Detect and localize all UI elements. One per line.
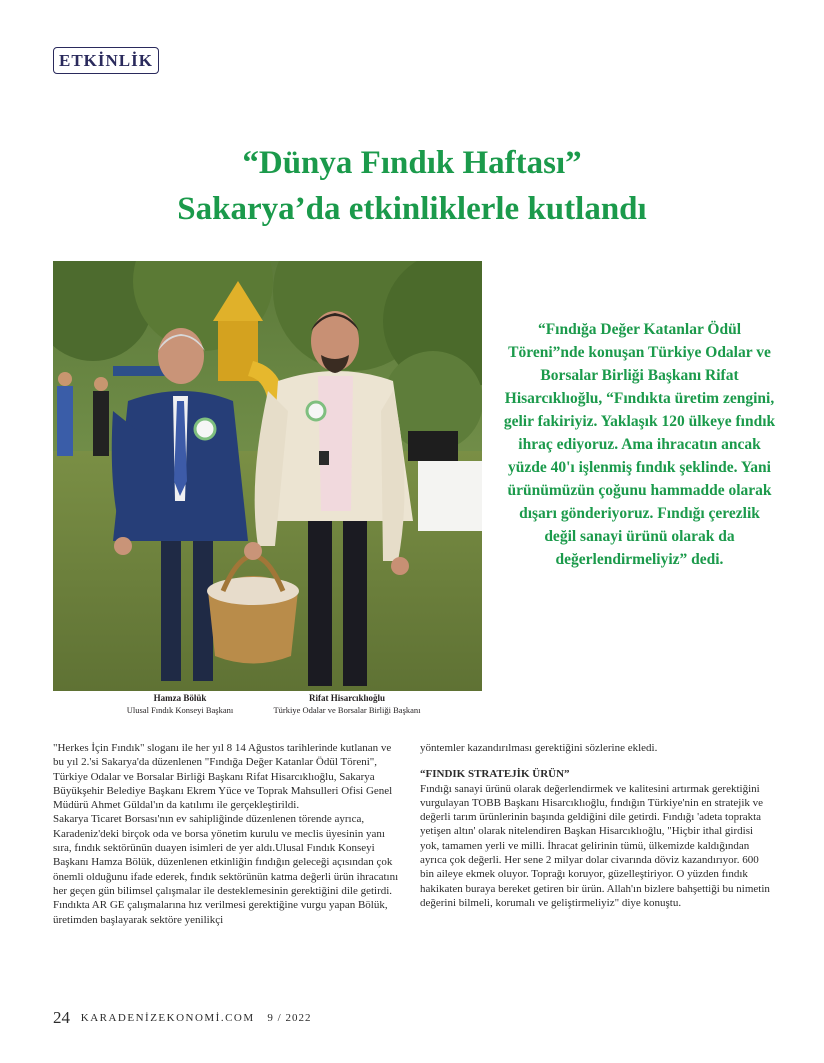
caption-right bbox=[262, 692, 432, 716]
pull-quote: “Fındığa Değer Katanlar Ödül Töreni”nde konuşan Türkiye Odalar ve Borsalar Birliği Başkanı Rifat Hisarcıklıoğlu, “Fındıkta üretim zengini, gelir fakiriyiz. Yaklaşık 120 ülkeye fındık ihraç ediyoruz. Ama ihracatın ancak yüzde 40'ı işlenmiş fındık şeklinde. Yani ürünümüzün çoğunu hammadde olarak dışarı gönderiyoruz. Fındığı çerezlik değil sanayi ürünü olarak da değerlendirmeliyiz” dedi. bbox=[503, 321, 776, 568]
body-column-left bbox=[53, 741, 401, 927]
caption-name: Rifat Hisarcıklıoğlu bbox=[308, 693, 386, 703]
caption-role: Türkiye Odalar ve Borsalar Birliği Başkanı bbox=[273, 705, 421, 715]
page-number: 24 bbox=[53, 1008, 70, 1027]
title-line-2: Sakarya’da etkinliklerle kutlandı bbox=[177, 191, 647, 227]
caption-name: Hamza Bölük bbox=[153, 693, 207, 703]
photo-illustration bbox=[53, 261, 482, 691]
caption-role: Ulusal Fındık Konseyi Başkanı bbox=[126, 705, 234, 715]
article-title bbox=[0, 140, 824, 232]
body-paragraph: Fındığı sanayi ürünü olarak değerlendirmek ve kalitesini artırmak gerektiğini vurgulayan TOBB Başkanı Hisarcıklıoğlu, fındığın Türkiye'nin en stratejik ve değerli tarım ürünlerinin başında geldiğini dile getirdi. Fındığı 'adeta toprakta yetişen altın' olarak nitelendiren Başkan Hisarcıklıoğlu, "Hiçbir ithal girdisi yok, tamamen yerli ve milli. İhracat gelirinin tümü, ülkemizde kaldığından ayrıca çok değerli. Her sene 2 milyar dolar civarında döviz kazandırıyor. 600 bin aileye ekmek oluyor. Toprağı koruyor, güzelleştiriyor. O yüzden fındık hakikaten buraya bereket getiren bir ürün. Allah'ın bizlere bahşettiği bu nimetin değerini bilmeli, korumalı ve geliştirmeliyiz" diye konuştu. bbox=[420, 782, 770, 909]
page-footer bbox=[53, 1008, 311, 1028]
body-paragraph: yöntemler kazandırılması gerektiğini sözlerine ekledi. bbox=[420, 742, 658, 754]
event-photo bbox=[53, 261, 482, 691]
title-line-1: “Dünya Fındık Haftası” bbox=[242, 145, 582, 181]
issue-number: 9 / 2022 bbox=[267, 1012, 312, 1024]
body-paragraph: Sakarya Ticaret Borsası'nın ev sahipliğinde düzenlenen törende ayrıca, Karadeniz'deki birçok oda ve borsa yönetim kurulu ve meclis üyesinin yanı sıra, fındık sektörünün duayen isimleri de yer aldı.Ulusal Fındık Konseyi Başkanı Hamza Bölük, düzenlenen etkinliğin fındığın geleceği açısından çok önemli olduğunu ifade ederek, fındık sektörünün katma değerli ürün ihracatını her geçen gün bilimsel çalışmalar ile desteklemesinin gerektiğini dile getirdi. Fındıkta AR GE çalışmalarına hız verilmesi gerektiğine vurgu yapan Bölük, üretimden başlayarak sektöre yenilikçi bbox=[53, 813, 399, 926]
body-paragraph: "Herkes İçin Fındık" sloganı ile her yıl 8 14 Ağustos tarihlerinde kutlanan ve bu yıl 2.'si Sakarya'da düzenlenen "Fındığa Değer Katanlar Ödül Töreni", Türkiye Odalar ve Borsalar Birliği Başkanı Rifat Hisarcıklıoğlu, Sakarya Büyükşehir Belediye Başkanı Ekrem Yüce ve Toprak Mahsulleri Ofisi Genel Müdürü Ahmet Güldal'ın da katılımı ile gerçekleştirildi. bbox=[53, 742, 393, 812]
section-tag: ETKİNLİK bbox=[53, 47, 159, 74]
magazine-name: KARADENİZEKONOMİ.COM bbox=[80, 1012, 255, 1024]
section-subheading: “FINDIK STRATEJİK ÜRÜN” bbox=[420, 768, 570, 781]
body-column-right bbox=[420, 741, 772, 910]
caption-left bbox=[110, 692, 250, 716]
